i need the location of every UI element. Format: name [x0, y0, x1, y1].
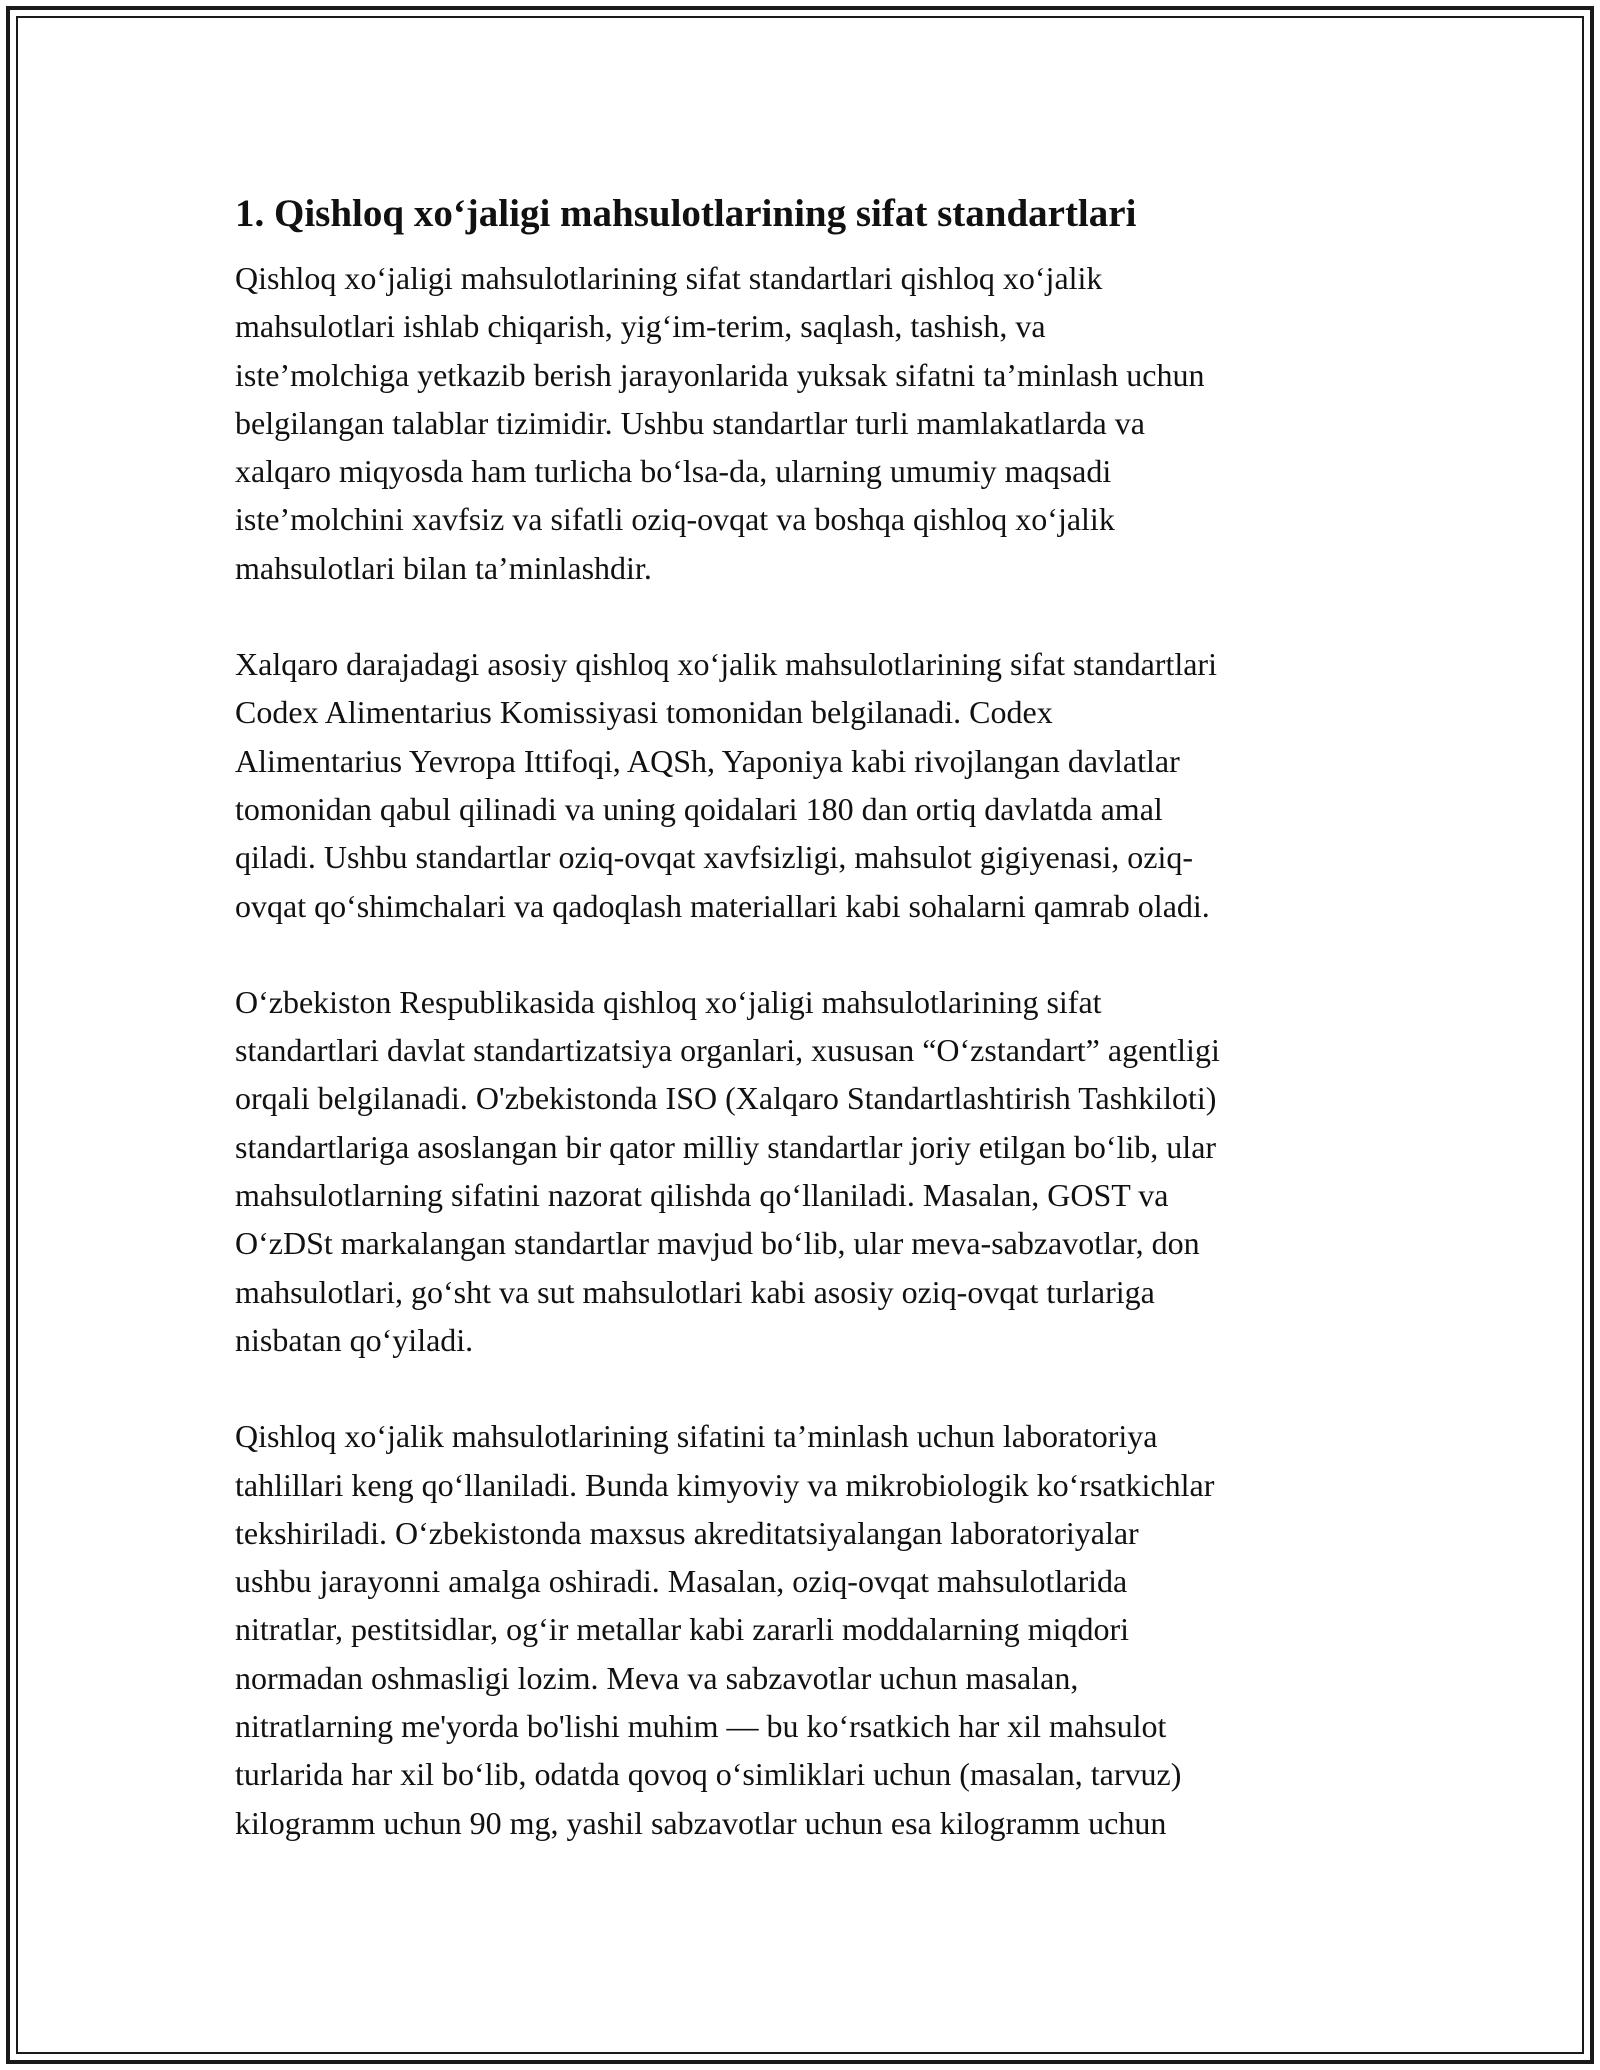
text-line: standartlariga asoslangan bir qator milliy standartlar joriy etilgan bo‘lib, ular [235, 1128, 1217, 1165]
text-line: ovqat qo‘shimchalari va qadoqlash materiallari kabi sohalarni qamrab oladi. [235, 887, 1210, 924]
text-line: mahsulotlari bilan ta’minlashdir. [235, 549, 652, 586]
text-line: tomonidan qabul qilinadi va uning qoidalari 180 dan ortiq davlatda amal [235, 790, 1163, 827]
text-line: qiladi. Ushbu standartlar oziq-ovqat xavfsizligi, mahsulot gigiyenasi, oziq- [235, 839, 1194, 876]
text-line: orqali belgilanadi. O'zbekistonda ISO (Xalqaro Standartlashtirish Tashkiloti) [235, 1080, 1217, 1117]
paragraph-3 [235, 978, 1370, 1364]
text-line: nisbatan qo‘yiladi. [235, 1321, 474, 1358]
text-line: belgilangan talablar tizimidir. Ushbu standartlar turli mamlakatlarda va [235, 404, 1145, 441]
paragraph-1 [235, 254, 1370, 592]
text-line: nitratlar, pestitsidlar, og‘ir metallar kabi zararli moddalarning miqdori [235, 1611, 1130, 1648]
text-line: O‘zbekiston Respublikasida qishloq xo‘jaligi mahsulotlarining sifat [235, 983, 1102, 1020]
text-line: kilogramm uchun 90 mg, yashil sabzavotlar uchun esa kilogramm uchun [235, 1804, 1167, 1841]
text-line: Qishloq xo‘jaligi mahsulotlarining sifat standartlari qishloq xo‘jalik [235, 260, 1103, 296]
text-line: normadan oshmasligi lozim. Meva va sabzavotlar uchun masalan, [235, 1659, 1079, 1696]
text-line: mahsulotlari, go‘sht va sut mahsulotlari kabi asosiy oziq-ovqat turlariga [235, 1273, 1155, 1310]
text-line: mahsulotlari ishlab chiqarish, yig‘im-terim, saqlash, tashish, va [235, 308, 1046, 345]
text-line: nitratlarning me'yorda bo'lishi muhim — bu ko‘rsatkich har xil mahsulot [235, 1708, 1167, 1745]
text-line: Qishloq xo‘jalik mahsulotlarining sifatini ta’minlash uchun laboratoriya [235, 1418, 1158, 1455]
text-line: Xalqaro darajadagi asosiy qishloq xo‘jalik mahsulotlarining sifat standartlari [235, 646, 1217, 683]
paragraph-2 [235, 640, 1370, 930]
text-line: ushbu jarayonni amalga oshiradi. Masalan, oziq-ovqat mahsulotlarida [235, 1563, 1128, 1600]
text-line: iste’molchini xavfsiz va sifatli oziq-ovqat va boshqa qishloq xo‘jalik [235, 501, 1115, 538]
text-line: turlarida har xil bo‘lib, odatda qovoq o‘simliklari uchun (masalan, tarvuz) [235, 1756, 1182, 1793]
text-line: mahsulotlarning sifatini nazorat qilishda qo‘llaniladi. Masalan, GOST va [235, 1177, 1169, 1214]
text-line: iste’molchiga yetkazib berish jarayonlarida yuksak sifatni ta’minlash uchun [235, 356, 1205, 393]
text-line: Codex Alimentarius Komissiyasi tomonidan belgilanadi. Codex [235, 694, 1053, 731]
paragraph-4 [235, 1412, 1370, 1847]
text-line: tahlillari keng qo‘llaniladi. Bunda kimyoviy va mikrobiologik ko‘rsatkichlar [235, 1466, 1215, 1503]
text-line: standartlari davlat standartizatsiya organlari, xususan “O‘zstandart” agentligi [235, 1032, 1220, 1069]
section-title: 1. Qishloq xo‘jaligi mahsulotlarining sifat standartlari [235, 192, 1137, 235]
text-line: xalqaro miqyosda ham turlicha bo‘lsa-da, ularning umumiy maqsadi [235, 453, 1112, 490]
text-line: tekshiriladi. O‘zbekistonda maxsus akreditatsiyalangan laboratoriyalar [235, 1514, 1139, 1551]
document-body [235, 188, 1370, 1895]
text-line: Alimentarius Yevropa Ittifoqi, AQSh, Yaponiya kabi rivojlangan davlatlar [235, 742, 1180, 779]
text-line: O‘zDSt markalangan standartlar mavjud bo‘lib, ular meva-sabzavotlar, don [235, 1225, 1200, 1262]
